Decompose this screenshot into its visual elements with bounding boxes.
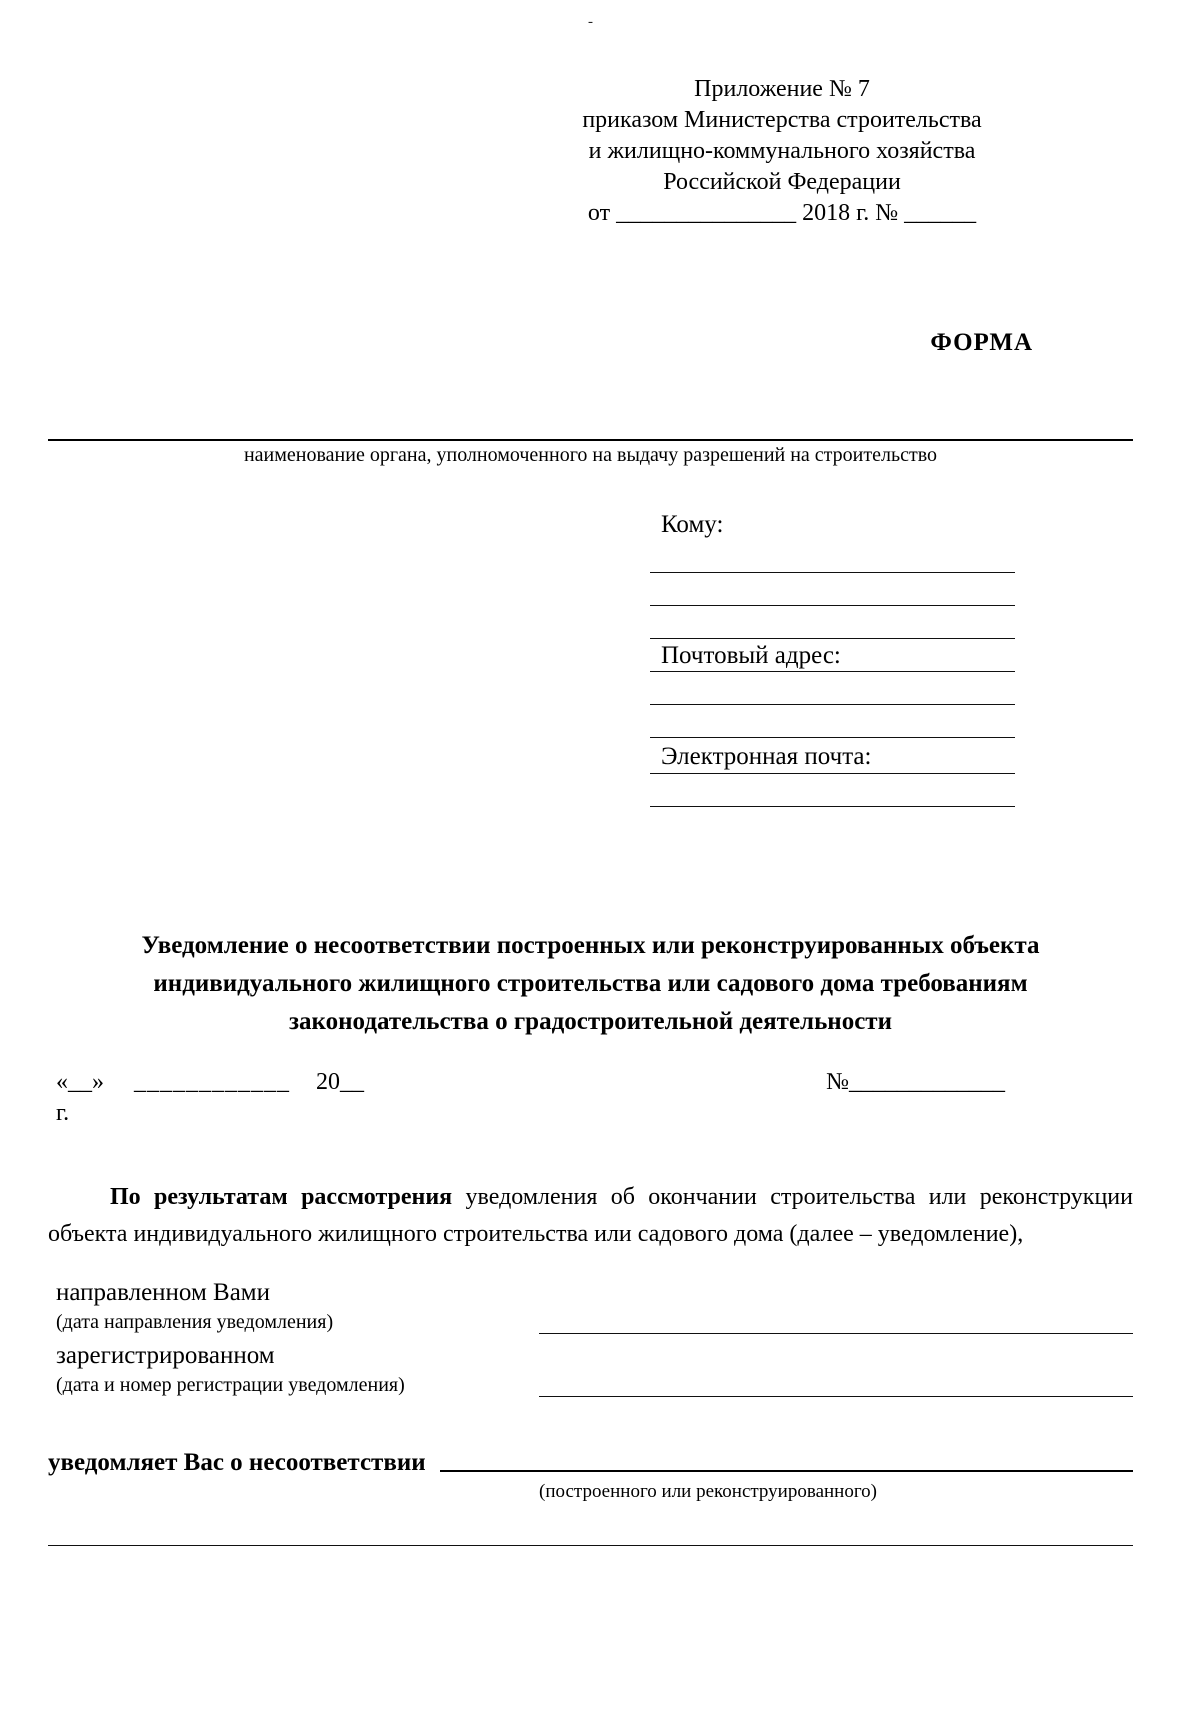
org-name-blank-line: [48, 439, 1133, 441]
recipient-to-label: Кому:: [661, 511, 724, 538]
year-suffix: г.: [56, 1100, 70, 1126]
recipient-block: [650, 504, 1015, 807]
recipient-postal-blank-line: [650, 672, 1015, 705]
date-year-prefix: 20__: [316, 1069, 364, 1095]
sent-blank-line: [539, 1333, 1133, 1334]
recipient-email-label: Электронная почта:: [650, 738, 1015, 774]
final-blank-line: [48, 1545, 1133, 1546]
header-line-appendix: Приложение № 7: [694, 76, 870, 102]
notify-blank-line: [440, 1470, 1133, 1472]
date-number-row: [48, 1069, 1133, 1096]
registered-field-row: [48, 1342, 1133, 1397]
notify-label: уведомляет Вас о несоответствии: [48, 1449, 426, 1476]
recipient-postal-label: Почтовый адрес:: [650, 639, 1015, 672]
date-day-quotes: «__»: [56, 1069, 104, 1095]
registered-caption: (дата и номер регистрации уведомления): [56, 1374, 405, 1396]
paragraph-rest: уведомления об окончании строительства или реконструкции объекта индивидуального жилищного строительства или садового дома (далее – уведомление),: [48, 1184, 1133, 1247]
registered-label: зарегистрированном: [56, 1342, 275, 1369]
document-title-line: законодательства о градостроительной деятельности: [289, 1008, 892, 1035]
registered-blank-line: [539, 1396, 1133, 1397]
paragraph-bold-lead: По результатам рассмотрения: [110, 1184, 453, 1210]
org-name-caption: наименование органа, уполномоченного на выдачу разрешений на строительство: [243, 444, 938, 466]
notify-row: [48, 1449, 1133, 1477]
recipient-email-blank-line: [650, 774, 1015, 807]
header-line-ministry: и жилищно-коммунального хозяйства: [588, 138, 976, 164]
header-line-order: приказом Министерства строительства: [582, 107, 982, 133]
sent-caption: (дата направления уведомления): [56, 1311, 334, 1333]
number-field: №_____________: [826, 1069, 1005, 1095]
recipient-to-blank-line: [650, 540, 1015, 573]
body-paragraph: [48, 1179, 1133, 1253]
header-line-date-number: от _______________ 2018 г. № ______: [587, 200, 977, 226]
sent-label: направленном Вами: [56, 1279, 270, 1306]
recipient-to-blank-line: [650, 573, 1015, 606]
header-line-federation: Российской Федерации: [663, 169, 901, 195]
header-block: [547, 74, 1017, 229]
notify-caption: (построенного или реконструированного): [539, 1481, 877, 1502]
document-title: [48, 927, 1133, 1041]
top-mark: -: [588, 14, 593, 30]
form-label: ФОРМА: [930, 329, 1033, 356]
document-title-line: индивидуального жилищного строительства или садового дома требованиям: [153, 970, 1028, 997]
registered-field-left: [56, 1342, 511, 1397]
sent-field-left: [56, 1279, 511, 1334]
sent-field-row: [48, 1279, 1133, 1334]
recipient-to-blank-line: [650, 606, 1015, 639]
recipient-postal-blank-line: [650, 705, 1015, 738]
date-month-blank: ____________: [134, 1069, 290, 1095]
document-title-line: Уведомление о несоответствии построенных или реконструированных объекта: [141, 932, 1040, 959]
date-field: [56, 1069, 364, 1096]
